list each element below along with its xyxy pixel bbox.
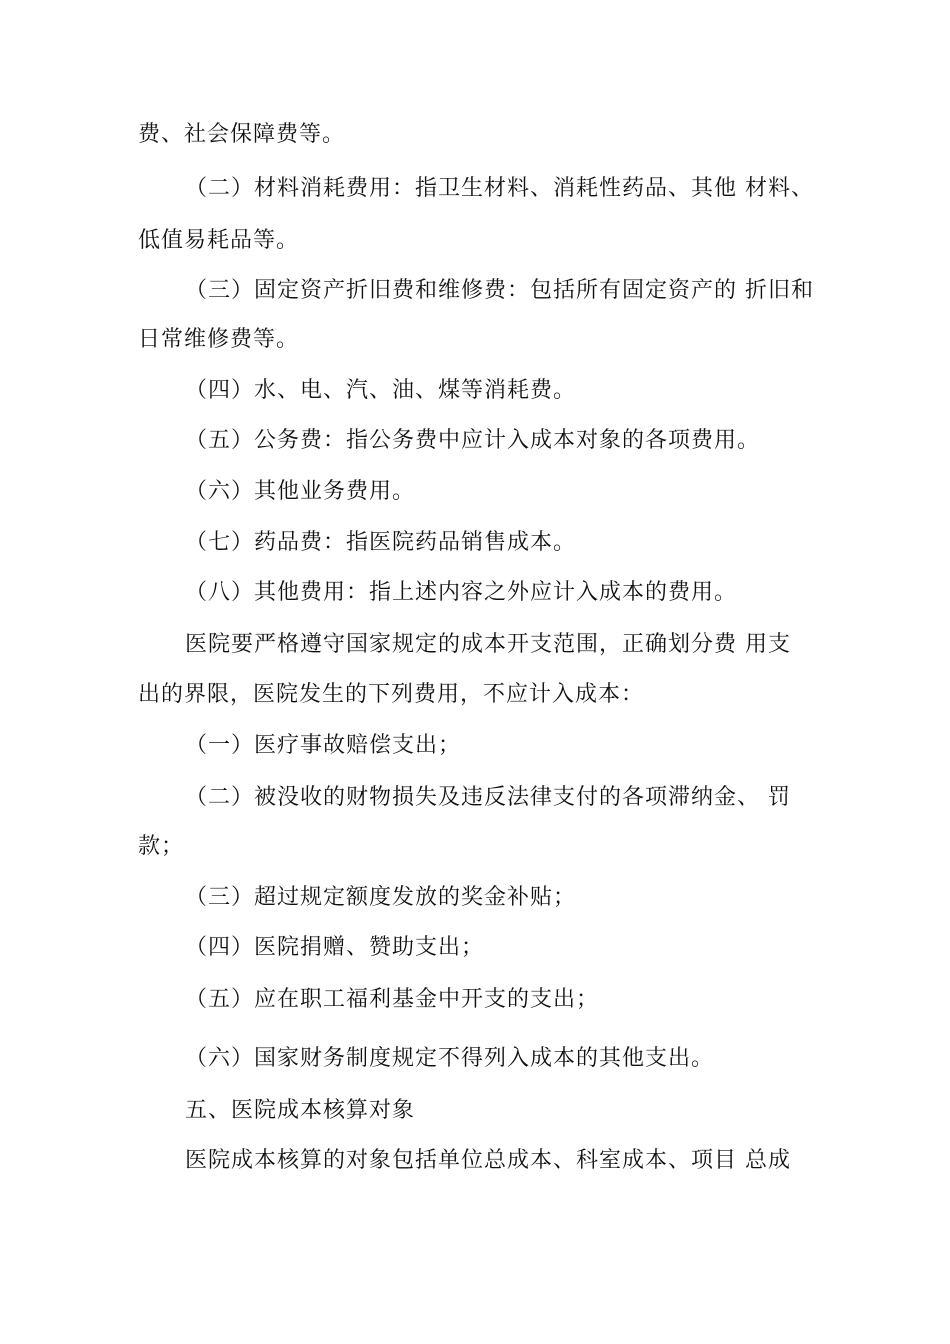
text-line: 款； [138, 834, 185, 859]
text-line: （八）其他费用：指上述内容之外应计入成本的费用。 [185, 580, 738, 605]
text-line: （六）国家财务制度规定不得列入成本的其他支出。 [185, 1046, 715, 1071]
text-line: （二）材料消耗费用：指卫生材料、消耗性药品、其他 材料、 [185, 176, 814, 201]
text-line: （三）固定资产折旧费和维修费：包括所有固定资产的 折旧和 [185, 278, 814, 303]
text-line: （一）医疗事故赔偿支出； [185, 733, 462, 758]
text-line: 低值易耗品等。 [138, 228, 300, 253]
text-line: 日常维修费等。 [138, 327, 300, 352]
text-line: 出的界限，医院发生的下列费用，不应计入成本： [138, 682, 645, 707]
text-line: 费、社会保障费等。 [138, 122, 346, 147]
text-line: （七）药品费：指医院药品销售成本。 [185, 530, 577, 555]
text-line: （五）应在职工福利基金中开支的支出； [185, 987, 600, 1012]
text-line: （二）被没收的财物损失及违反法律支付的各项滞纳金、 罚 [185, 785, 791, 810]
text-line: （四）医院捐赠、赞助支出； [185, 935, 485, 960]
text-line: （四）水、电、汽、油、煤等消耗费。 [185, 378, 577, 403]
text-line: （五）公务费：指公务费中应计入成本对象的各项费用。 [185, 428, 761, 453]
section-heading: 五、医院成本核算对象 [185, 1098, 416, 1123]
text-line: 医院要严格遵守国家规定的成本开支范围，正确划分费 用支 [185, 632, 791, 657]
text-line: 医院成本核算的对象包括单位总成本、科室成本、项目 总成 [185, 1148, 791, 1173]
text-line: （六）其他业务费用。 [185, 479, 416, 504]
text-line: （三）超过规定额度发放的奖金补贴； [185, 885, 577, 910]
